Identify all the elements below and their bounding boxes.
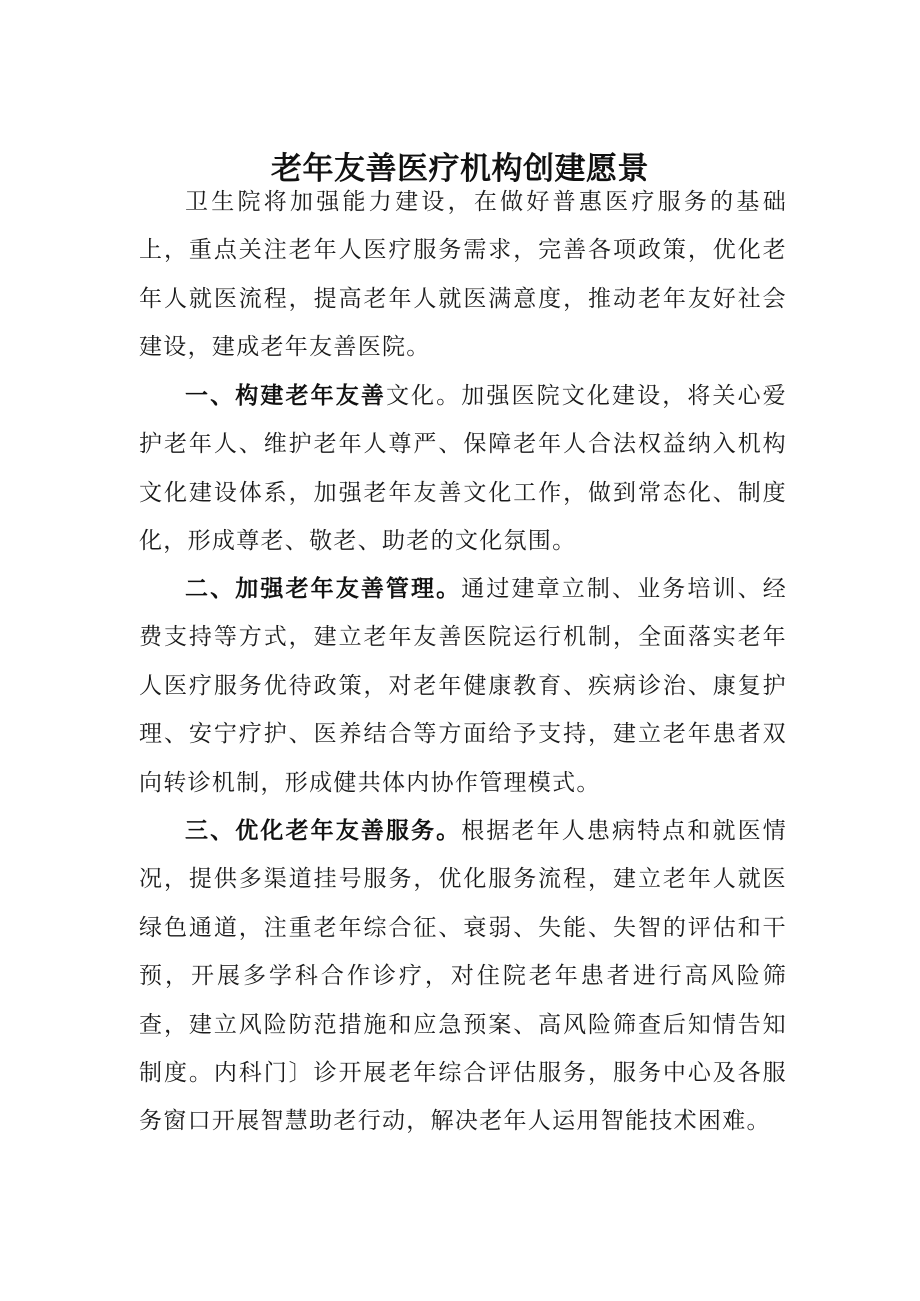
section-body-culture: 文化。加强医院文化建设，将关心爱护老年人、维护老年人尊严、保障老年人合法权益纳入机构文化建设体系，加强老年友善文化工作，做到常态化、制度化，形成尊老、敬老、助老的文化氛围。 — [139, 383, 787, 555]
section-paragraph-service — [139, 807, 787, 1146]
section-paragraph-culture — [139, 372, 787, 566]
section-heading-management: 二、加强老年友善管理。 — [185, 575, 462, 602]
intro-paragraph: 卫生院将加强能力建设，在做好普惠医疗服务的基础上，重点关注老年人医疗服务需求，完善各项政策，优化老年人就医流程，提高老年人就医满意度，推动老年友好社会建设，建成老年友善医院。 — [139, 189, 787, 361]
section-body-service: 根据老年人患病特点和就医情况，提供多渠道挂号服务，优化服务流程，建立老年人就医绿色通道，注重老年综合征、衰弱、失能、失智的评估和干预，开展多学科合作诊疗，对住院老年患者进行高风险筛查，建立风险防范措施和应急预案、高风险筛查后知情告知制度。内科门〕诊开展老年综合评估服务，服务中心及各服务窗口开展智慧助老行动，解决老年人运用智能技术困难。 — [139, 818, 787, 1135]
section-paragraph-management — [139, 565, 787, 807]
document-title: 老年友善医疗机构创建愿景 — [271, 150, 649, 187]
section-body-management: 通过建章立制、业务培训、经费支持等方式，建立老年友善医院运行机制，全面落实老年人医疗服务优待政策，对老年健康教育、疾病诊治、康复护理、安宁疗护、医养结合等方面给予支持，建立老年患者双向转诊机制，形成健共体内协作管理模式。 — [139, 576, 787, 796]
section-heading-culture: 一、构建老年友善 — [185, 382, 386, 409]
section-heading-service: 三、优化老年友善服务。 — [185, 817, 462, 844]
